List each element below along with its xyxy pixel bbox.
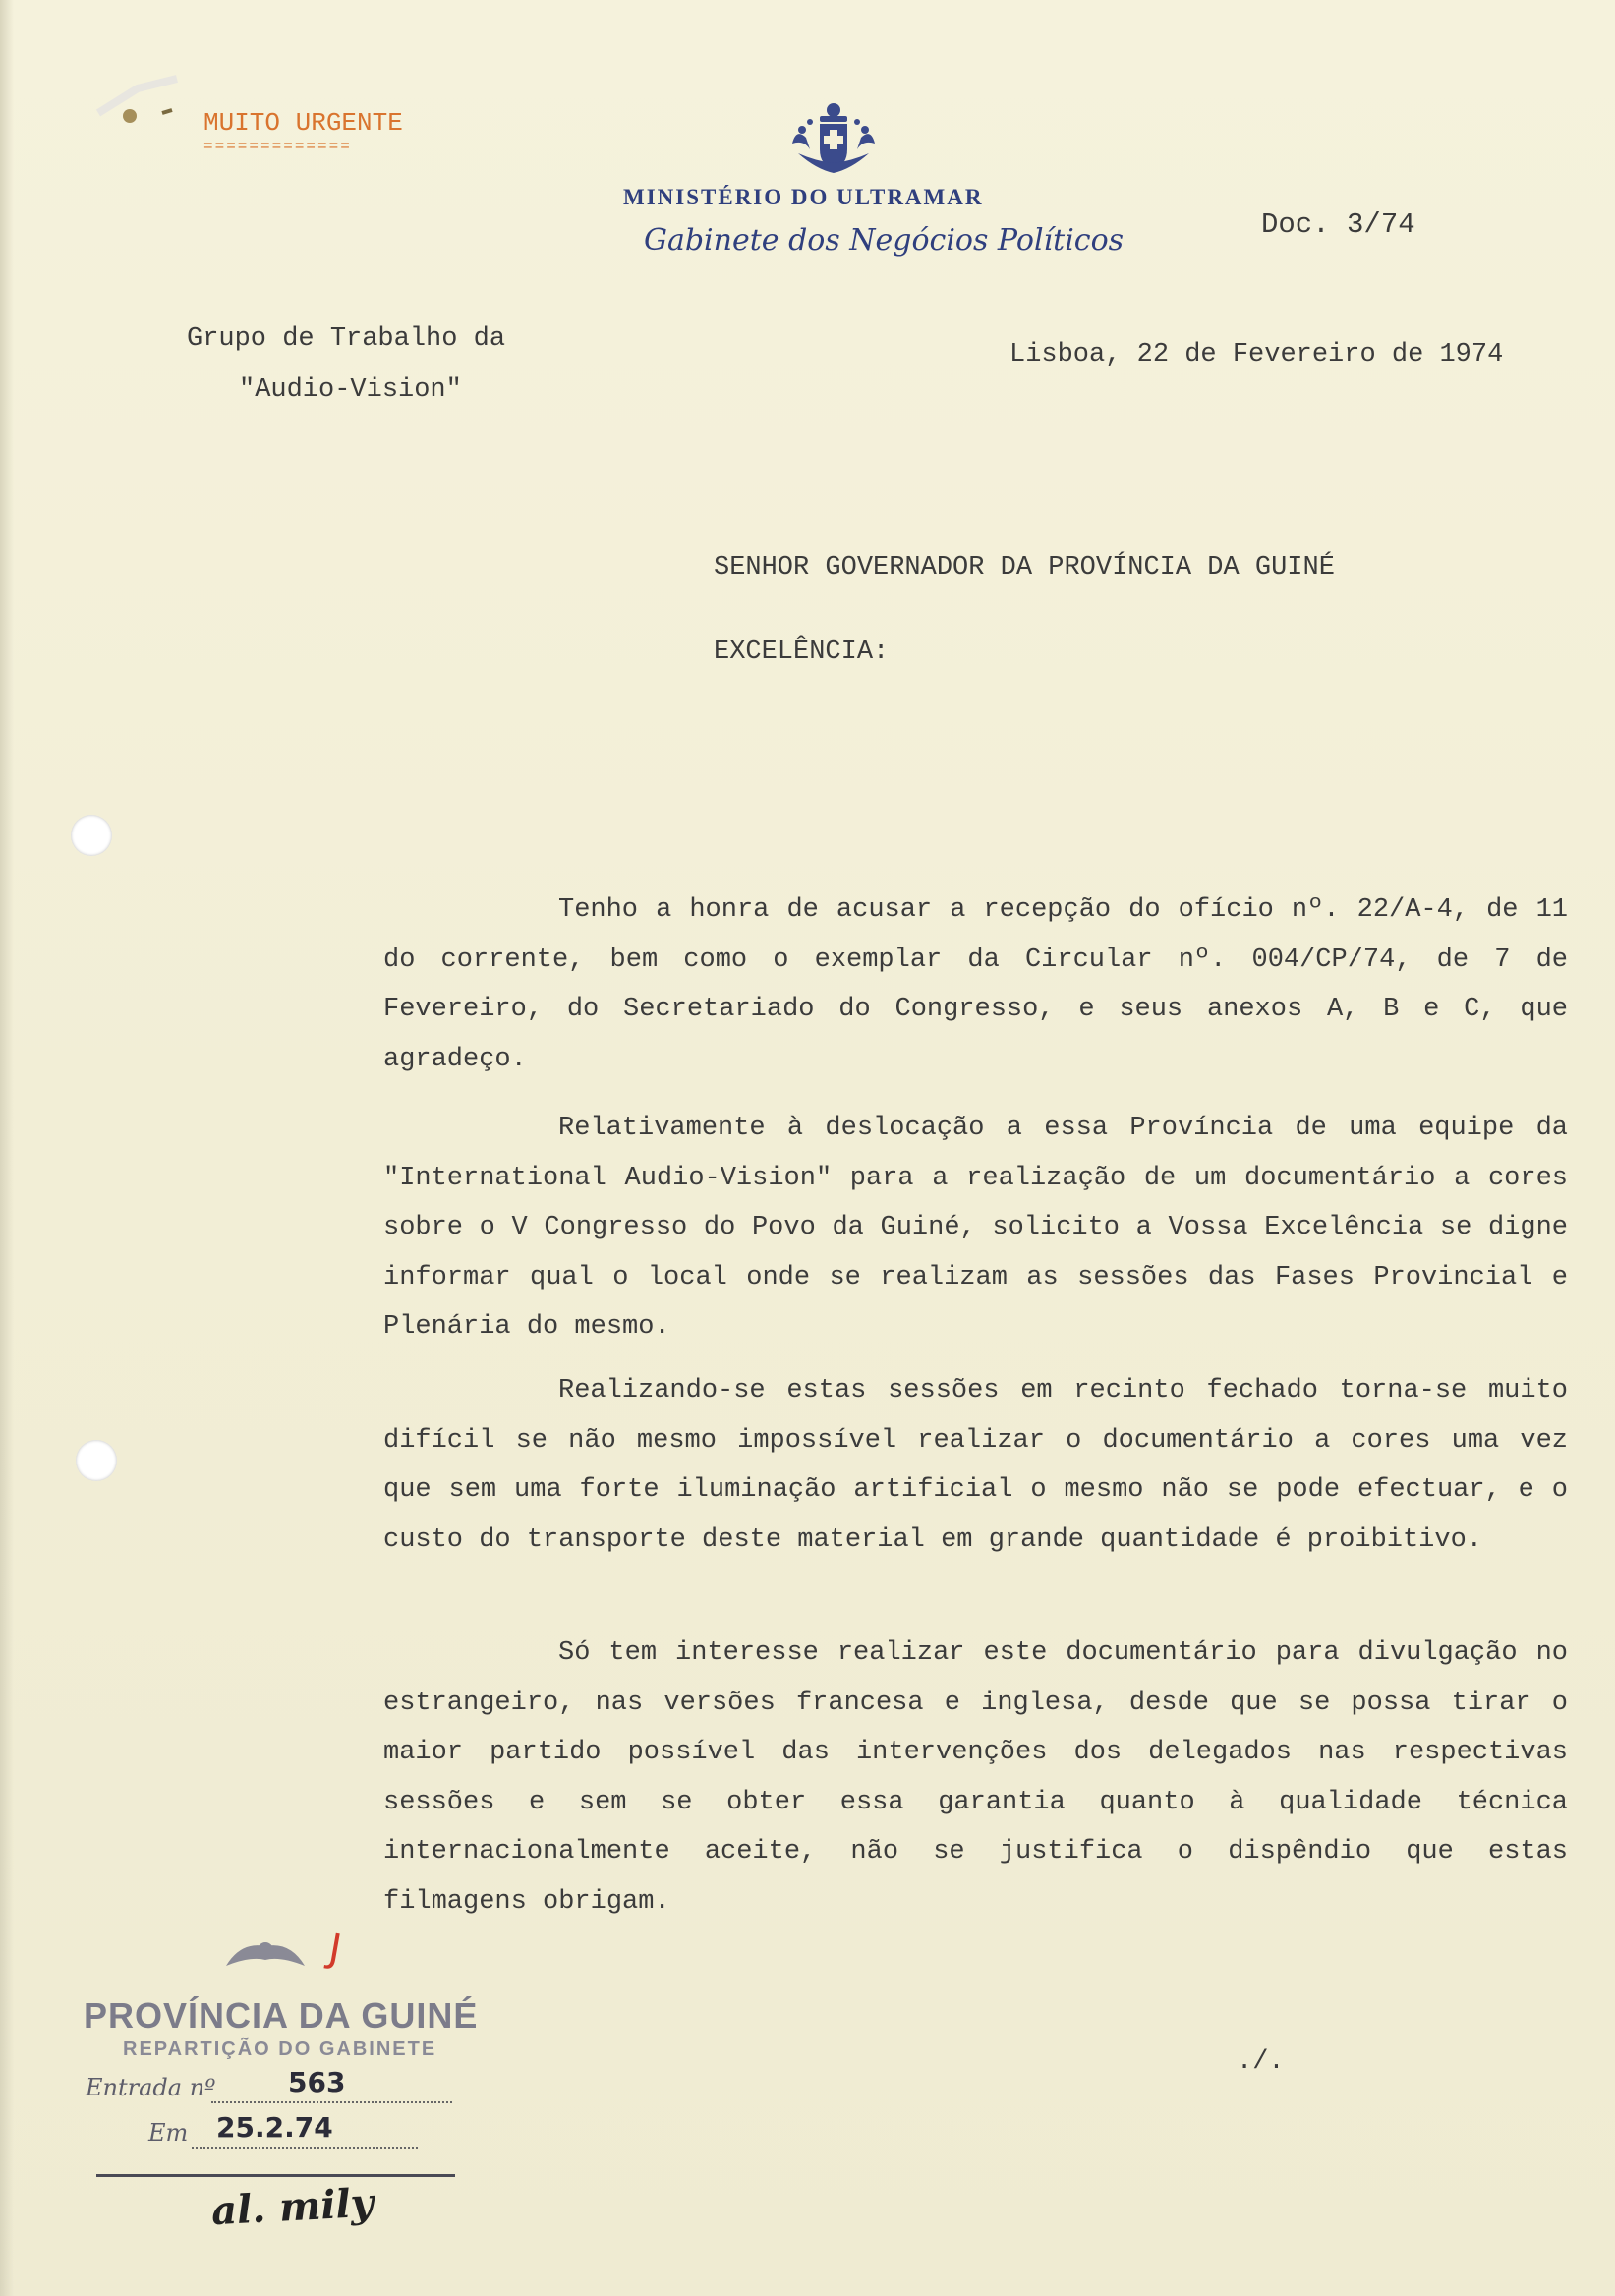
entry-dotted-line bbox=[211, 2101, 452, 2103]
urgent-label: MUITO URGENTE bbox=[203, 108, 403, 138]
date-line: Lisboa, 22 de Fevereiro de 1974 bbox=[1009, 340, 1504, 370]
date-label: Em bbox=[148, 2119, 189, 2147]
sender-line-2: "Audio-Vision" bbox=[239, 375, 462, 405]
punch-hole-upper bbox=[71, 815, 112, 856]
handwritten-signature: al. mily bbox=[209, 2179, 375, 2235]
cabinet-subtitle: Gabinete dos Negócios Políticos bbox=[644, 223, 1125, 258]
stamp-crest-icon bbox=[221, 1936, 310, 1976]
page-edge-shadow bbox=[0, 0, 14, 2296]
continuation-mark: ./. bbox=[1237, 2047, 1285, 2077]
date-dotted-line bbox=[192, 2147, 418, 2149]
document-reference: Doc. 3/74 bbox=[1261, 208, 1415, 241]
addressee: SENHOR GOVERNADOR DA PROVÍNCIA DA GUINÉ bbox=[714, 553, 1335, 583]
entry-label: Entrada nº bbox=[86, 2074, 216, 2101]
urgent-underline: ============= bbox=[203, 138, 352, 155]
body-paragraph-2: Relativamente à deslocação a essa Província de uma equipe da "International Audio-Vision" para a realização de um documentário a cores sobre o V Congresso do Povo da Guiné, solicito a Vossa Excelência se digne informar qual o local onde se realizam as sessões das Fases Provincial e Plenária do mesmo. bbox=[383, 1114, 1568, 1342]
salutation: EXCELÊNCIA: bbox=[714, 637, 890, 666]
stamp-subtitle: REPARTIÇÃO DO GABINETE bbox=[123, 2038, 437, 2060]
body-paragraph-1: Tenho a honra de acusar a recepção do ofício nº. 22/A-4, de 11 do corrente, bem como o exemplar da Circular nº. 004/CP/74, de 7 de Fevereiro, do Secretariado do Congresso, e seus anexos A, B e C, que agradeço. bbox=[383, 895, 1568, 1074]
body-paragraph-3: Realizando-se estas sessões em recinto fechado torna-se muito difícil se não mesmo impossível realizar o documentário a cores uma vez que sem uma forte iluminação artificial o mesmo não se pode efectuar, e o custo do transporte deste material em grande quantidade é proibitivo. bbox=[383, 1376, 1568, 1555]
signature-rule bbox=[96, 2174, 455, 2177]
check-mark: J bbox=[325, 1925, 345, 1973]
sender-line-1: Grupo de Trabalho da bbox=[187, 324, 506, 354]
ministry-title: MINISTÉRIO DO ULTRAMAR bbox=[623, 185, 984, 209]
punch-hole-lower bbox=[76, 1440, 117, 1481]
coat-of-arms-icon bbox=[786, 98, 881, 177]
stamp-title: PROVÍNCIA DA GUINÉ bbox=[84, 1995, 479, 2036]
staple-mark-icon bbox=[79, 20, 187, 128]
body-paragraph-4: Só tem interesse realizar este documentário para divulgação no estrangeiro, nas versões francesa e inglesa, desde que se possa tirar o maior partido possível das intervenções dos delegados nas respectivas sessões e sem se obter essa garantia quanto à qualidade técnica internacionalmente aceite, não se justifica o dispêndio que estas filmagens obrigam. bbox=[383, 1638, 1568, 1917]
entry-number: 563 bbox=[288, 2066, 346, 2098]
entry-date: 25.2.74 bbox=[216, 2111, 333, 2144]
